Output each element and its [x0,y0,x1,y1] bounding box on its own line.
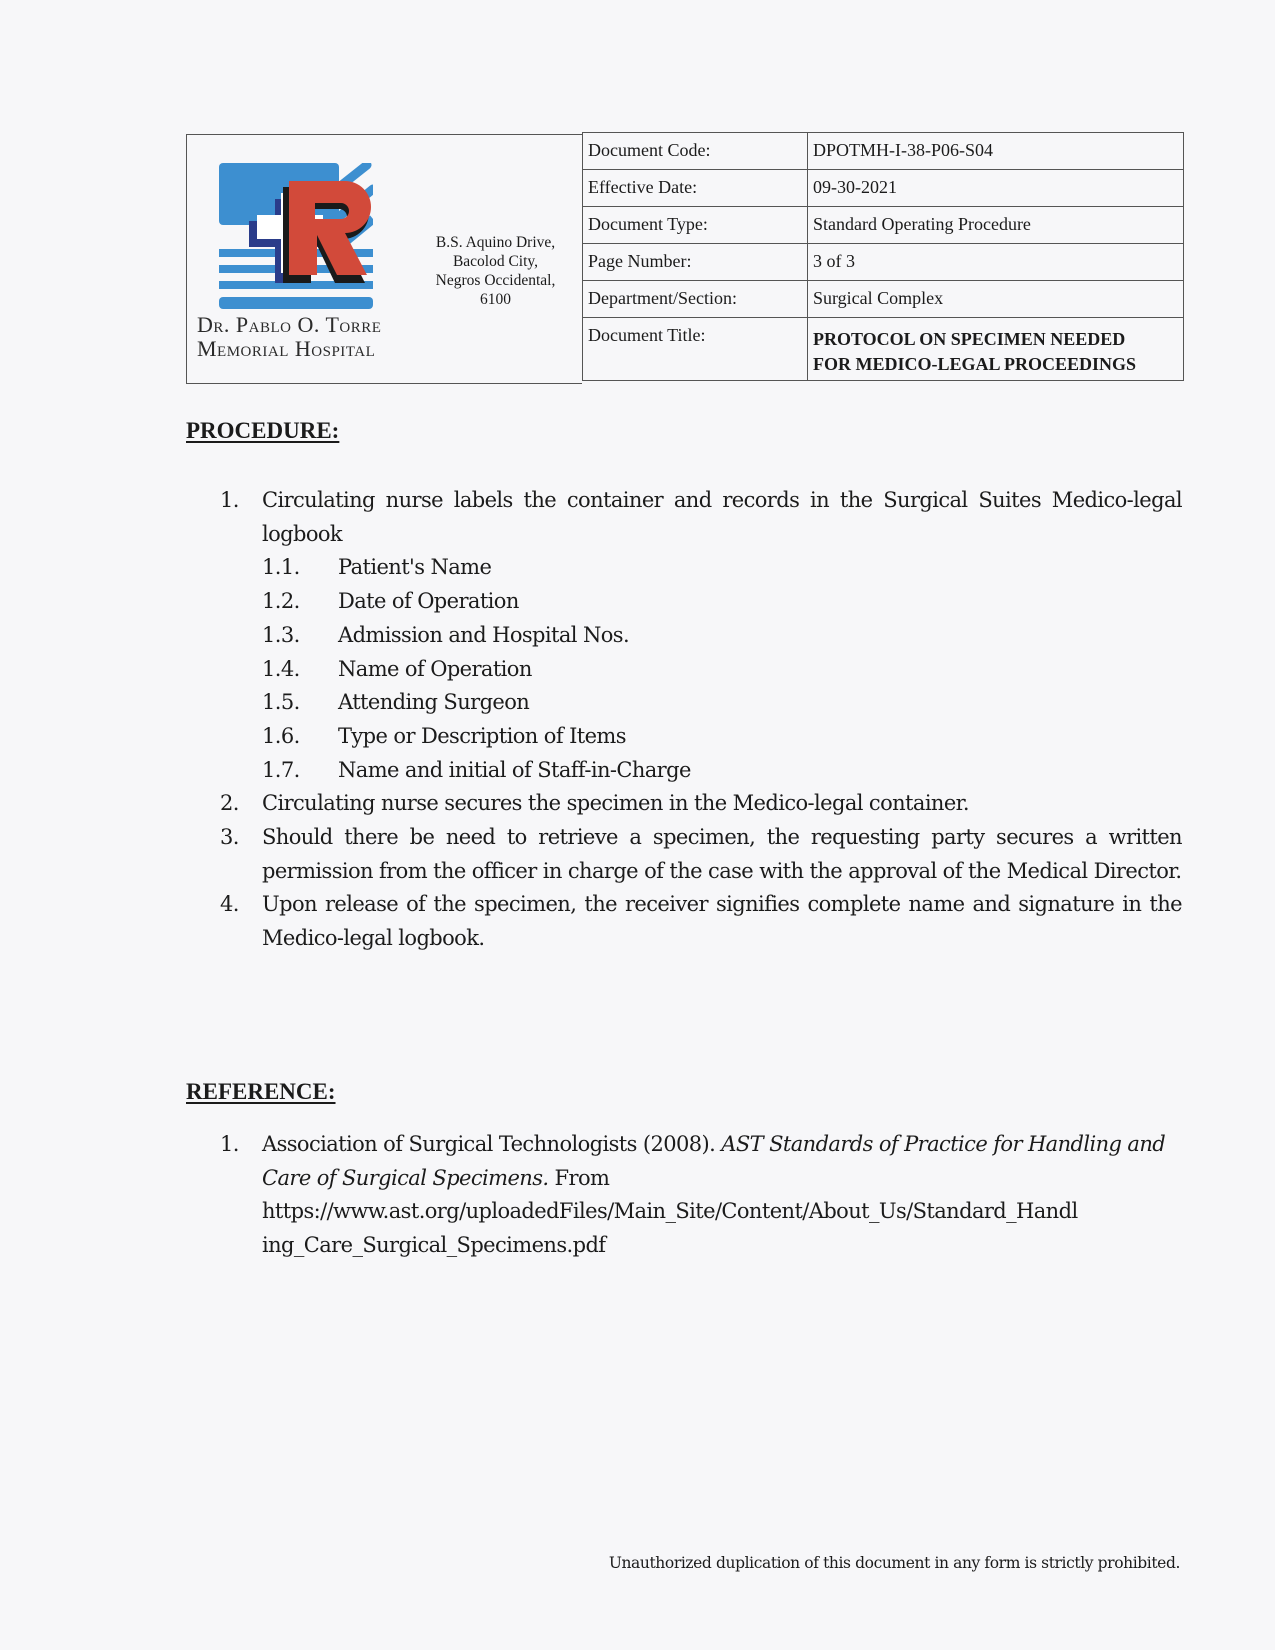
footer-notice: Unauthorized duplication of this document in any form is strictly prohibited. [608,1554,1180,1572]
reference-list [220,1128,1182,1263]
procedure-subitem [220,551,1182,585]
document-info-table [582,132,1184,381]
info-row-department [583,281,1183,318]
subitem-number: 1.1. [262,555,300,580]
subitem-number: 1.6. [262,723,300,748]
item-number: 1. [220,1132,239,1156]
hospital-logo-icon [219,163,373,309]
procedure-item [220,484,1182,551]
subitem-number: 1.4. [262,656,300,681]
subitem-text: Patient's Name [338,555,492,580]
item-text: Upon release of the specimen, the receiver signifies complete name and signature in the Medico-legal logbook. [262,892,1182,951]
info-label: Document Type: [583,207,808,243]
info-value: 3 of 3 [813,251,855,271]
address-line: B.S. Aquino Drive, [435,234,556,251]
subitem-number: 1.5. [262,690,300,715]
procedure-subitem [220,720,1182,754]
document-title [808,318,1183,380]
procedure-heading: PROCEDURE: [186,418,340,443]
subitem-text: Date of Operation [338,589,519,614]
reference-title: AST Standards of Practice for Handling and Care of Surgical Specimens. [262,1132,1166,1190]
subitem-number: 1.3. [262,622,300,647]
info-value: Standard Operating Procedure [813,214,1031,234]
procedure-subitem [220,686,1182,720]
info-label: Department/Section: [583,281,808,317]
info-row-document-code [583,133,1183,170]
item-text: Should there be need to retrieve a specimen, the requesting party secures a written permission from the officer in charge of the case with the approval of the Medical Director. [262,825,1182,883]
reference-item [220,1128,1182,1263]
reference-text [262,1128,1182,1263]
procedure-subitem [220,754,1182,788]
reference-author: Association of Surgical Technologists (2008). [262,1132,722,1156]
item-number: 3. [220,825,239,850]
item-text: Circulating nurse secures the specimen in the Medico-legal container. [262,791,969,816]
reference-url-line1: https://www.ast.org/uploadedFiles/Main_Site/Content/About_Us/Standard_Handl [262,1199,1078,1224]
subitem-text: Type or Description of Items [338,723,626,748]
info-label: Document Code: [583,133,808,169]
procedure-subitem [220,619,1182,653]
subitem-text: Attending Surgeon [338,690,530,715]
hospital-name-line1: Dr. Pablo O. Torre [197,312,382,337]
procedure-subitem [220,653,1182,687]
item-number: 4. [220,892,239,917]
info-row-document-title [583,318,1183,380]
address-line: 6100 [480,291,511,308]
subitem-number: 1.2. [262,589,300,614]
info-label: Document Title: [583,318,808,380]
subitem-text: Name and initial of Staff-in-Charge [338,757,691,782]
subitem-text: Admission and Hospital Nos. [338,622,630,647]
reference-from: From [548,1165,610,1190]
info-value: Surgical Complex [813,288,944,308]
procedure-item [220,888,1182,955]
info-row-effective-date [583,170,1183,207]
reference-heading: REFERENCE: [186,1079,336,1104]
address-line: Negros Occidental, [435,272,556,289]
info-label: Effective Date: [583,170,808,206]
info-value: 09-30-2021 [813,177,897,197]
info-row-page-number [583,244,1183,281]
item-text: Circulating nurse labels the container and records in the Surgical Suites Medico-legal logbook [262,488,1182,546]
document-title-line1: PROTOCOL ON SPECIMEN NEEDED [813,329,1126,349]
procedure-list [220,484,1182,956]
procedure-item [220,821,1182,888]
procedure-item [220,787,1182,821]
hospital-name-line2: Memorial Hospital [197,336,376,361]
procedure-subitem [220,585,1182,619]
info-row-document-type [583,207,1183,244]
info-value: DPOTMH-I-38-P06-S04 [813,140,993,160]
address-line: Bacolod City, [452,253,539,270]
hospital-name [197,313,407,361]
header-logo-cell [186,134,582,384]
document-title-line2: FOR MEDICO-LEGAL PROCEEDINGS [813,354,1137,374]
item-number: 1. [220,488,239,512]
hospital-address [413,233,578,309]
subitem-text: Name of Operation [338,656,532,681]
reference-url-line2: ing_Care_Surgical_Specimens.pdf [262,1233,606,1258]
subitem-number: 1.7. [262,757,300,782]
info-label: Page Number: [583,244,808,280]
item-number: 2. [220,791,239,816]
